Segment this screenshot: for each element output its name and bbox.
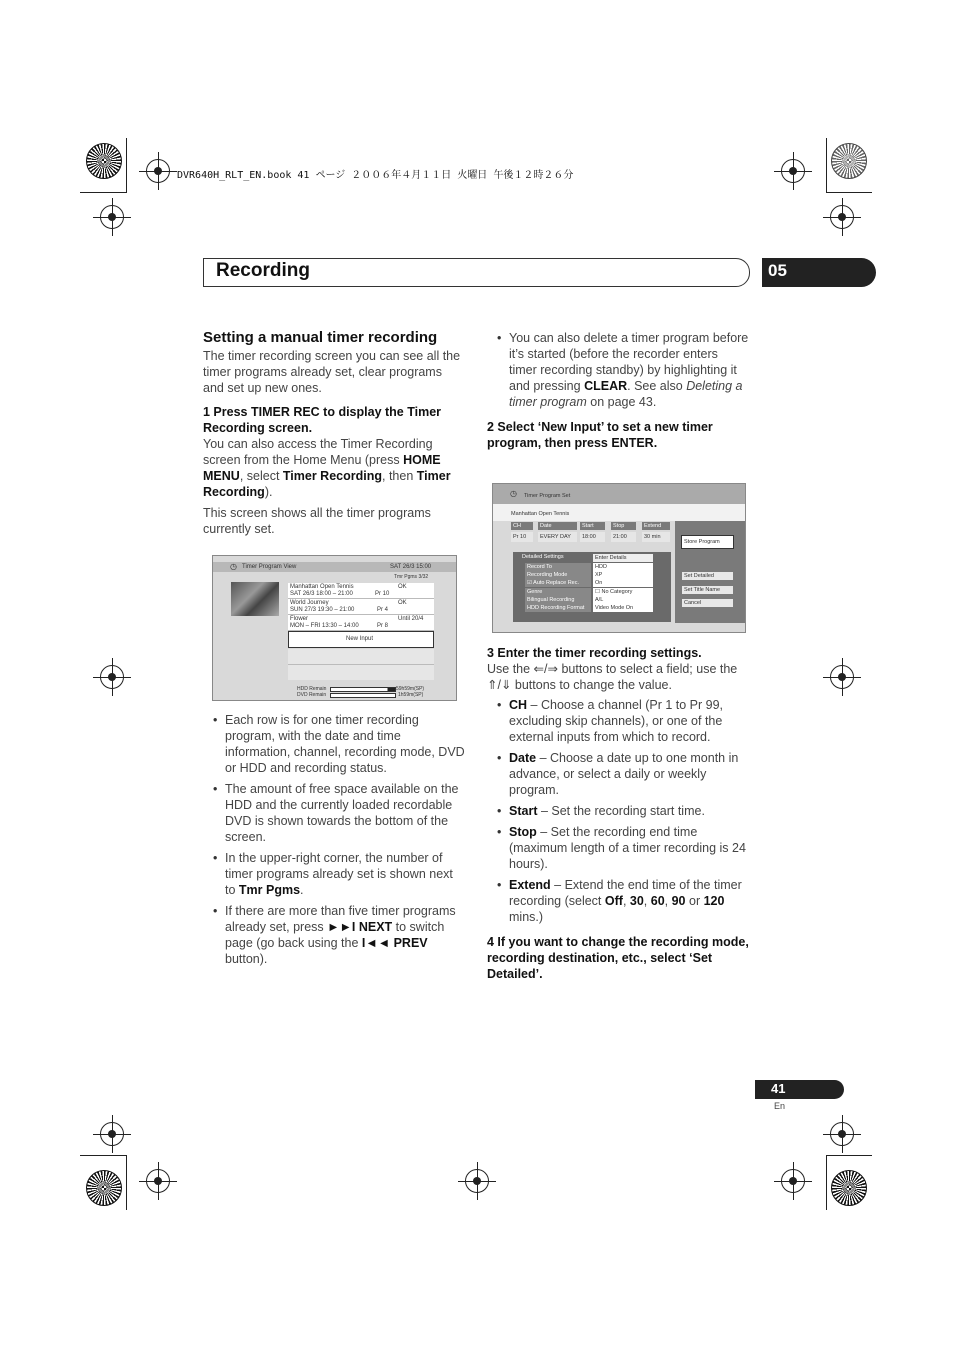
start-field[interactable]: 18:00 [580,532,605,542]
store-program-button[interactable]: Store Program [681,535,734,549]
registration-star-mark [86,1170,122,1206]
col-head-extend: Extend [642,522,670,530]
setting-label: Bilingual Recording [525,596,591,604]
stop-field[interactable]: 21:00 [611,532,636,542]
left-column [203,330,465,537]
set-title-name-button[interactable]: Set Title Name [682,586,733,594]
intro-paragraph: The timer recording screen you can see all the timer programs already set, clear programs and set up new ones. [203,349,461,395]
setting-label: Record To [525,563,591,571]
chapter-tab [762,258,876,287]
crosshair-mark [830,665,854,689]
step-1: 1 Press TIMER REC to display the Timer Recording screen. [203,405,442,435]
right-column-bottom [487,645,749,982]
date-field[interactable]: EVERY DAY [538,532,577,542]
list-item: • Start – Set the recording start time. [487,803,749,819]
crop-line [826,1155,827,1210]
list-item: • Each row is for one timer recording program, with the date and time information, channel, recording mode, DVD or HDD and recording status. [203,712,465,776]
dvd-remain-label: DVD Remain [297,692,327,698]
crosshair-mark [100,205,124,229]
setting-label: HDD Recording Format [525,604,591,612]
enter-details-label: Enter Details [593,554,653,562]
dvd-remain-bar [330,693,396,698]
setting-value[interactable]: On [593,579,653,587]
empty-row [288,665,434,680]
section-title: Recording [216,260,310,281]
left-bullets [203,712,465,967]
screen-title: Timer Program View [242,564,297,570]
crosshair-mark [830,1122,854,1146]
setting-label: Genre [525,588,591,596]
crosshair-mark [830,205,854,229]
crosshair-mark [465,1169,489,1193]
crop-line [826,192,872,193]
step-2: 2 Select ‘New Input’ to set a new timer program, then press ENTER. [487,420,713,450]
crosshair-mark [100,1122,124,1146]
screen-title: Timer Program Set [524,493,571,499]
list-item: • You can also delete a timer program before it’s started (before the recorder enters timer recording standby) by highlighting it and pressing CLEAR. See also Deleting a timer program on page 43. [487,330,749,410]
list-item: • The amount of free space available on the HDD and the currently loaded recordable DVD is shown towards the bottom of the screen. [203,781,465,845]
program-thumbnail [231,582,279,616]
hdd-remain-value: 59h59m(SP) [396,686,425,692]
timer-programs-count: Tmr Pgms 3/32 [394,574,429,580]
crop-line [80,192,126,193]
crosshair-mark [146,159,170,183]
crop-line [80,1155,126,1156]
table-row[interactable]: World Journey SUN 27/3 19:30 – 21:00 Pr 4 OK [288,599,434,615]
registration-star-mark [831,143,867,179]
crosshair-mark [781,159,805,183]
setting-value[interactable]: Video Mode On [593,604,653,612]
setting-value[interactable]: A/L [593,596,653,604]
clock-icon: ◷ [230,562,237,571]
crop-line [826,1155,872,1156]
set-detailed-button[interactable]: Set Detailed [682,572,733,580]
setting-value[interactable]: ☐ No Category [593,588,653,596]
step-3-instructions: Use the ⇐/⇒ buttons to select a field; use the ⇑/⇓ buttons to change the value. [487,662,738,692]
crop-line [126,1155,127,1210]
col-head-date: Date [538,522,577,530]
cancel-button[interactable]: Cancel [682,599,733,607]
crosshair-mark [100,665,124,689]
step-4: 4 If you want to change the recording mode, recording destination, etc., select ‘Set Detailed’. [487,935,749,981]
col-head-ch: CH [511,522,533,530]
setting-label: ☑ Auto Replace Rec. [525,579,591,587]
step-3: 3 Enter the timer recording settings. [487,646,702,660]
crosshair-mark [146,1169,170,1193]
dvd-remain-value: 1h59m(SP) [398,692,424,698]
setting-value[interactable]: HDD [593,563,653,571]
list-item: • CH – Choose a channel (Pr 1 to Pr 99, excluding skip channels), or one of the external inputs from which to record. [487,697,749,745]
page-number-tab [755,1080,844,1099]
list-item: • Stop – Set the recording end time (maximum length of a timer recording is 24 hours). [487,824,749,872]
chapter-number: 05 [768,261,787,280]
col-head-stop: Stop [611,522,636,530]
hdd-remain-label: HDD Remain [297,686,327,692]
crop-line [126,138,127,193]
screen-datetime: SAT 26/3 15:00 [390,564,432,570]
col-head-start: Start [580,522,605,530]
section-title-bar [203,258,750,287]
detailed-settings-title: Detailed Settings [522,554,564,560]
table-row[interactable]: Manhattan Open Tennis SAT 26/3 18:00 – 21:00 Pr 10 OK [288,583,434,599]
empty-row [288,649,434,665]
timer-program-view-screenshot [212,555,457,701]
crosshair-mark [781,1169,805,1193]
crop-line [826,138,827,193]
timer-program-set-screenshot [492,483,746,633]
page-number: 41 [771,1081,786,1096]
list-item: • If there are more than five timer programs already set, press ►►I NEXT to switch page (go back using the I◄◄ PREV button). [203,903,465,967]
screen-description: This screen shows all the timer programs currently set. [203,506,431,536]
setting-label: Recording Mode [525,571,591,579]
language-label: En [774,1101,786,1111]
setting-value[interactable]: XP [593,571,653,579]
hdd-remain-bar [330,687,396,692]
extend-field[interactable]: 30 min [642,532,670,542]
registration-star-mark [831,1170,867,1206]
right-column-top [487,330,749,451]
new-input-row[interactable]: New Input [288,631,434,648]
ch-field[interactable]: Pr 10 [511,532,533,542]
list-item: • Date – Choose a date up to one month in advance, or select a daily or weekly program. [487,750,749,798]
clock-icon: ◷ [510,489,517,498]
table-row[interactable]: Flower MON – FRI 13:30 – 14:00 Pr 8 Until 20/4 [288,615,434,631]
program-name: Manhattan Open Tennis [511,511,570,517]
list-item: • In the upper-right corner, the number of timer programs already set is shown next to Tmr Pgms. [203,850,465,898]
file-header: DVR640H_RLT_EN.book 41 ページ ２００６年４月１１日 火曜日 午後１２時２６分 [177,170,574,181]
section-heading: Setting a manual timer recording [203,329,438,346]
registration-star-mark [86,143,122,179]
step-1-detail: You can also access the Timer Recording screen from the Home Menu (press HOME MENU, select Timer Recording, then Timer Recording). [203,437,451,499]
list-item: • Extend – Extend the end time of the timer recording (select Off, 30, 60, 90 or 120 mins.) [487,877,749,925]
